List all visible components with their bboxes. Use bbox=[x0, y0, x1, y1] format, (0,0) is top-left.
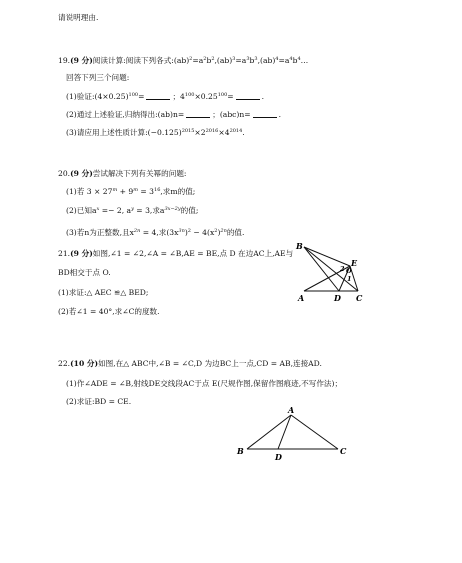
q22-figure bbox=[232, 402, 356, 466]
q21-sub1: (1)求证:△ AEC ≌△ BED; bbox=[58, 288, 149, 297]
label-one: 1 bbox=[347, 275, 352, 283]
label-b: B bbox=[296, 241, 303, 251]
answer-blank[interactable] bbox=[236, 92, 260, 100]
label-a: A bbox=[288, 405, 295, 415]
q20-intro: 20.(9 分)尝试解决下列有关幂的问题: bbox=[58, 169, 187, 178]
answer-blank[interactable] bbox=[146, 92, 170, 100]
q20-sub1: (1)若 $3 \times 27^m + 9^m = 3^{16}$,求m的值; bbox=[66, 187, 196, 196]
q21-figure bbox=[294, 240, 374, 306]
label-d: D bbox=[275, 452, 282, 462]
label-o: O bbox=[346, 267, 352, 275]
q19-sub1: (1)验证$:(4\times 0.25)^{100}=$ ；$4^{100}\times 0.25^{100}=$ . bbox=[66, 92, 265, 101]
q20-sub2: (2)已知$a^x =- 2$, $a^y = 3$,求$a^{3x-2y}$的值; bbox=[66, 206, 199, 215]
q21-line2: BD相交于点 O. bbox=[58, 268, 111, 277]
top-line: 请说明理由. bbox=[58, 13, 99, 22]
q19-sub2: (2)通过上述验证,归纳得出:(ab)n= ；(abc)n= . bbox=[66, 110, 282, 119]
q22-sub2: (2)求证:BD = CE. bbox=[66, 397, 132, 406]
q19-intro: 19.(9 分)阅读计算:阅读下列各式$:(ab)^2=a^2b^2,(ab)^3=a^3b^3,(ab)^4=a^4b^4\dots$ bbox=[58, 56, 309, 65]
label-c: C bbox=[356, 293, 363, 303]
label-two: 2 bbox=[340, 265, 345, 273]
q21-sub2: (2)若∠1 = 40°,求∠C的度数. bbox=[58, 307, 160, 316]
answer-blank[interactable] bbox=[253, 110, 277, 118]
label-e: E bbox=[351, 258, 358, 268]
q19-answer-prompt: 回答下列三个问题: bbox=[66, 73, 130, 82]
q22-sub1: (1)作∠ADE = ∠B,射线DE交线段AC于点 E(尺规作图,保留作图痕迹,不写作法)； bbox=[66, 379, 343, 388]
q21-line1: 21.(9 分)如图,∠1 = ∠2,∠A = ∠B,AE = BE,点 D 在边AC上,AE与 bbox=[58, 249, 294, 258]
label-b: B bbox=[237, 446, 244, 456]
q20-sub3: (3)若n为正整数,且$x^{2n} = 4$,求$(3x^{3n})^2 - 4(x^2)^{2n}$的值. bbox=[66, 228, 245, 237]
label-d: D bbox=[334, 293, 341, 303]
answer-blank[interactable] bbox=[186, 110, 210, 118]
q22-line1: 22.(10 分)如图,在△ ABC中,∠B = ∠C,D 为边BC上一点,CD = AB,连接AD. bbox=[58, 359, 322, 368]
label-a: A bbox=[298, 293, 305, 303]
label-c: C bbox=[340, 446, 347, 456]
q19-sub3: (3)请应用上述性质计算$:(-0.125)^{2015}\times 2^{2016}\times 4^{2014}$. bbox=[66, 128, 245, 137]
